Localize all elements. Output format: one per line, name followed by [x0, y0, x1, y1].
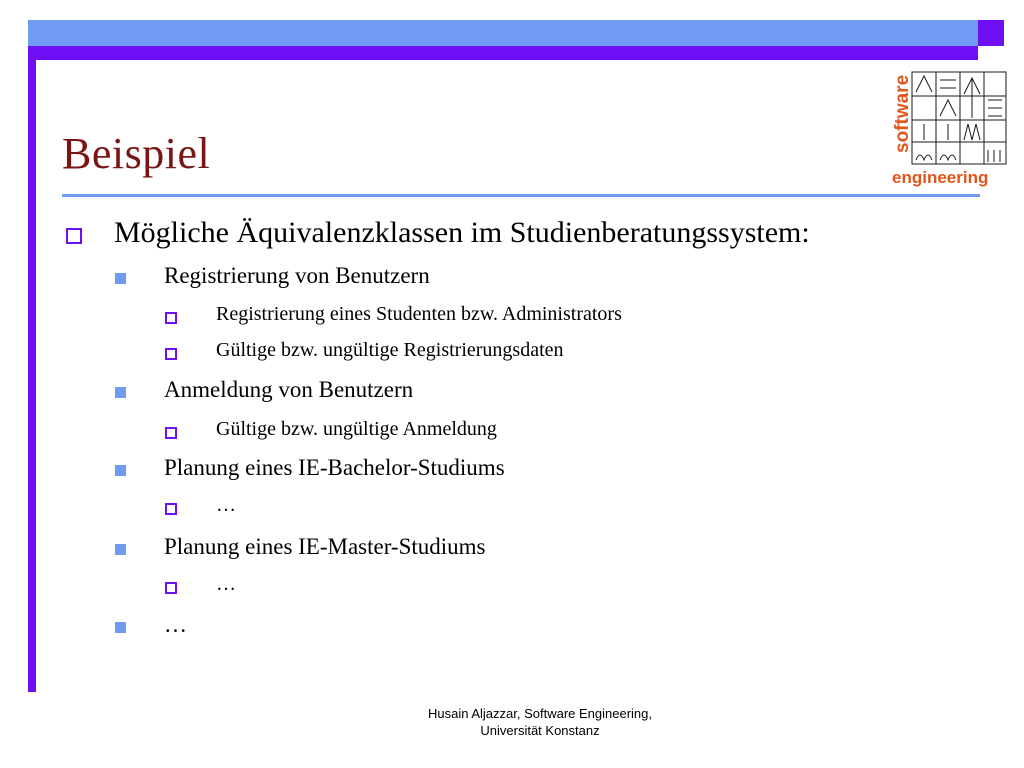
- bullet-level3: …: [216, 573, 236, 595]
- left-border-bar: [28, 60, 36, 692]
- logo-text-engineering: engineering: [892, 168, 989, 187]
- small-hollow-square-bullet-icon: [165, 582, 177, 594]
- header-bar: [28, 20, 978, 46]
- logo-text-software: software: [892, 74, 913, 153]
- bullet-level2: Anmeldung von Benutzern: [164, 377, 414, 402]
- filled-square-bullet-icon: [115, 544, 126, 555]
- bullet-level2: …: [164, 612, 187, 637]
- bullet-level2: Planung eines IE-Bachelor-Studiums: [164, 455, 505, 480]
- small-hollow-square-bullet-icon: [165, 348, 177, 360]
- filled-square-bullet-icon: [115, 273, 126, 284]
- slide-title: Beispiel: [62, 129, 211, 178]
- filled-square-bullet-icon: [115, 465, 126, 476]
- small-hollow-square-bullet-icon: [165, 427, 177, 439]
- header-accent-square: [978, 20, 1004, 46]
- bullet-level3: …: [216, 494, 236, 516]
- slide-footer: [340, 705, 740, 739]
- bullet-level3: Gültige bzw. ungültige Anmeldung: [216, 418, 497, 440]
- footer-line-author: Husain Aljazzar, Software Engineering,: [427, 706, 652, 721]
- bullet-level2: Planung eines IE-Master-Studiums: [164, 534, 486, 559]
- hollow-square-bullet-icon: [66, 228, 82, 244]
- footer-line-institution: Universität Konstanz: [480, 723, 600, 738]
- bullet-level2: Registrierung von Benutzern: [164, 263, 430, 288]
- filled-square-bullet-icon: [115, 622, 126, 633]
- filled-square-bullet-icon: [115, 387, 126, 398]
- header-stripe: [28, 46, 978, 60]
- small-hollow-square-bullet-icon: [165, 312, 177, 324]
- small-hollow-square-bullet-icon: [165, 503, 177, 515]
- bullet-level3: Registrierung eines Studenten bzw. Administrators: [216, 303, 622, 325]
- bullet-level1: Mögliche Äquivalenzklassen im Studienberatungssystem:: [114, 216, 810, 249]
- bullet-level3: Gültige bzw. ungültige Registrierungsdaten: [216, 339, 564, 361]
- title-divider: [62, 194, 980, 197]
